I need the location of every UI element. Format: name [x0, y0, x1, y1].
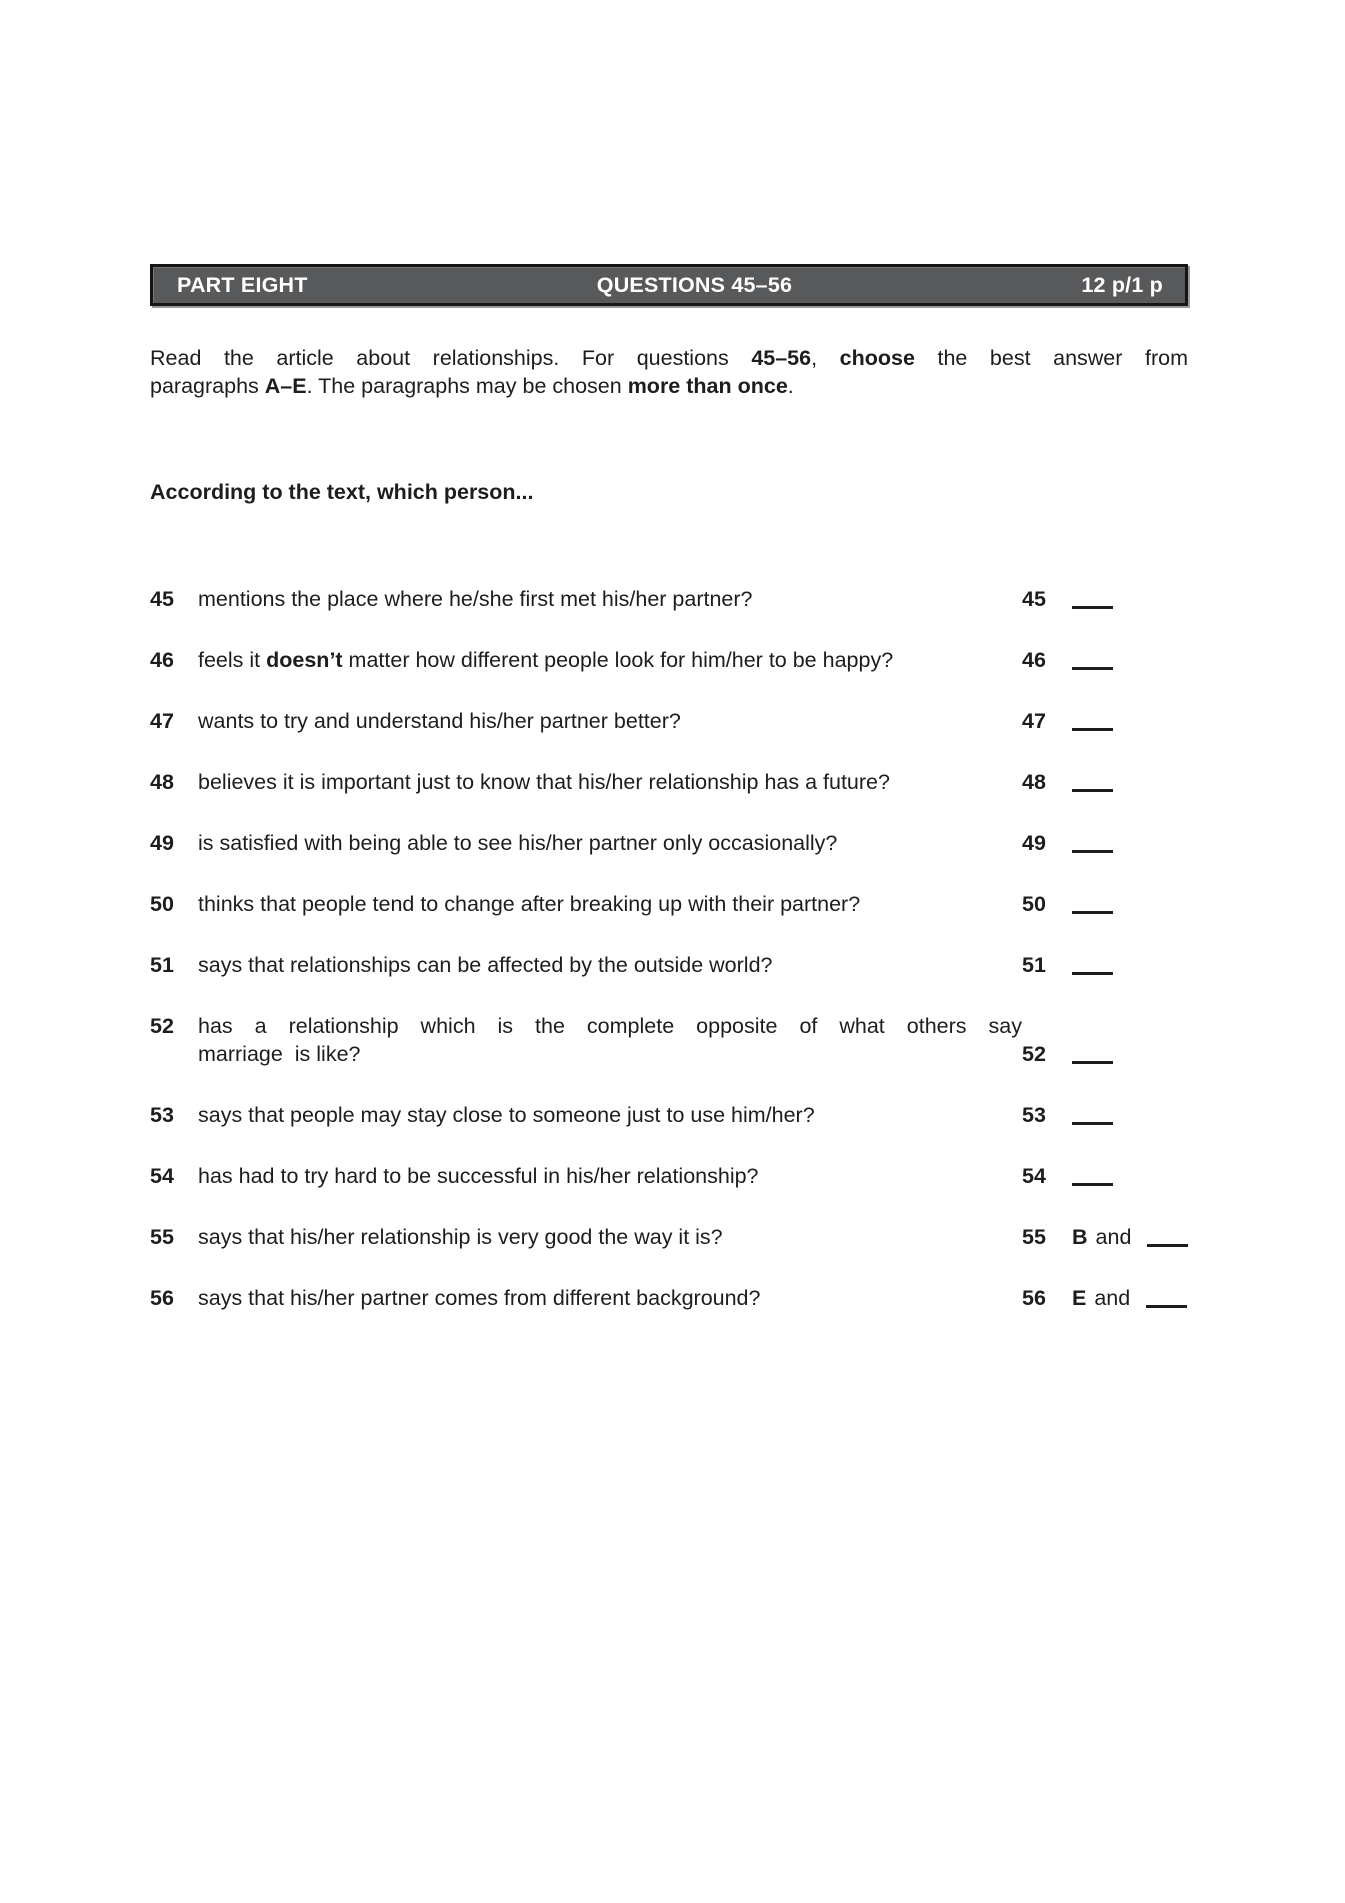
text: the best answer from — [914, 346, 1188, 370]
answer-blank — [1072, 667, 1113, 670]
text: paragraphs — [150, 374, 265, 398]
answer-blank — [1146, 1305, 1187, 1308]
question-text — [198, 768, 1022, 796]
question-number: 49 — [150, 831, 174, 855]
answer-blank — [1072, 911, 1113, 914]
bold-text: more than once — [627, 374, 788, 398]
question-text — [198, 646, 1022, 674]
question-number: 50 — [150, 892, 174, 916]
answer-prefix-word: and — [1094, 1286, 1131, 1310]
question-line — [198, 585, 1022, 613]
question-text — [198, 1101, 1022, 1129]
points-label: 12 p/1 p — [1081, 272, 1163, 297]
answer-number: 47 — [1022, 709, 1046, 733]
answer-prefix-letter: B — [1072, 1225, 1088, 1249]
question-row — [150, 1284, 1188, 1312]
answer-area — [1022, 1284, 1188, 1312]
answer-area — [1022, 1101, 1188, 1129]
question-line — [198, 890, 1022, 918]
text: . — [787, 374, 794, 398]
text: has a relationship which is the complete opposite of what others say — [198, 1014, 1022, 1038]
question-line — [198, 951, 1022, 979]
question-row — [150, 890, 1188, 918]
text: says that relationships can be affected by the outside world? — [198, 953, 773, 977]
question-line — [198, 1284, 1022, 1312]
question-number: 56 — [150, 1286, 174, 1310]
questions-list — [150, 585, 1188, 1312]
text: wants to try and understand his/her partner better? — [198, 709, 681, 733]
question-text — [198, 951, 1022, 979]
text: believes it is important just to know that his/her relationship has a future? — [198, 770, 890, 794]
instruction-line — [150, 372, 1188, 400]
answer-blank — [1072, 1061, 1113, 1064]
answer-blank — [1072, 606, 1113, 609]
question-row — [150, 951, 1188, 979]
question-row — [150, 1162, 1188, 1190]
question-number: 52 — [150, 1014, 174, 1038]
answer-blank — [1072, 789, 1113, 792]
text: matter how different people look for him/her to be happy? — [342, 648, 894, 672]
answer-number: 50 — [1022, 892, 1046, 916]
text: thinks that people tend to change after breaking up with their partner? — [198, 892, 861, 916]
text: mentions the place where he/she first met his/her partner? — [198, 587, 753, 611]
question-number: 48 — [150, 770, 174, 794]
question-line — [198, 1162, 1022, 1190]
answer-blank — [1072, 1183, 1113, 1186]
question-line — [198, 707, 1022, 735]
text: Read the article about relationships. For questions — [150, 346, 752, 370]
text: feels it — [198, 648, 267, 672]
text: . The paragraphs may be chosen — [306, 374, 628, 398]
text: says that his/her partner comes from different background? — [198, 1286, 761, 1310]
answer-number: 45 — [1022, 587, 1046, 611]
question-row — [150, 646, 1188, 674]
question-row — [150, 707, 1188, 735]
question-text — [198, 1284, 1022, 1312]
question-text — [198, 707, 1022, 735]
answer-area — [1022, 707, 1188, 735]
question-text — [198, 1223, 1022, 1251]
answer-area — [1022, 829, 1188, 857]
answer-prefix-word: and — [1095, 1225, 1132, 1249]
answer-number: 55 — [1022, 1225, 1046, 1249]
bold-text: choose — [839, 346, 915, 370]
bold-text: doesn’t — [266, 648, 343, 672]
answer-number: 53 — [1022, 1103, 1046, 1127]
text: says that people may stay close to someone just to use him/her? — [198, 1103, 815, 1127]
question-row — [150, 1101, 1188, 1129]
question-line — [198, 829, 1022, 857]
text: says that his/her relationship is very good the way it is? — [198, 1225, 723, 1249]
answer-area — [1022, 1162, 1188, 1190]
questions-range-label: QUESTIONS 45–56 — [596, 272, 793, 297]
question-row — [150, 585, 1188, 613]
answer-blank — [1072, 1122, 1113, 1125]
question-number: 51 — [150, 953, 174, 977]
answer-area — [1022, 768, 1188, 796]
answer-number: 52 — [1022, 1042, 1046, 1066]
question-line — [198, 1223, 1022, 1251]
question-number: 54 — [150, 1164, 174, 1188]
text: has had to try hard to be successful in his/her relationship? — [198, 1164, 759, 1188]
instructions — [150, 344, 1188, 400]
question-line — [198, 1040, 1022, 1068]
subheading: According to the text, which person... — [150, 480, 534, 504]
answer-blank — [1072, 850, 1113, 853]
question-number: 47 — [150, 709, 174, 733]
page-content — [150, 264, 1188, 1345]
question-row — [150, 768, 1188, 796]
section-header-bar — [150, 264, 1188, 306]
answer-number: 54 — [1022, 1164, 1046, 1188]
question-line — [198, 1012, 1022, 1040]
question-number: 46 — [150, 648, 174, 672]
answer-area — [1022, 646, 1188, 674]
text: , — [811, 346, 840, 370]
answer-blank — [1147, 1244, 1188, 1247]
question-text — [198, 585, 1022, 613]
answer-area — [1022, 585, 1188, 613]
text: marriage is like? — [198, 1042, 361, 1066]
question-line — [198, 1101, 1022, 1129]
question-row — [150, 1223, 1188, 1251]
answer-blank — [1072, 972, 1113, 975]
question-text — [198, 829, 1022, 857]
answer-area — [1022, 1040, 1188, 1068]
answer-number: 48 — [1022, 770, 1046, 794]
question-row — [150, 1012, 1188, 1068]
answer-area — [1022, 890, 1188, 918]
question-text — [198, 1162, 1022, 1190]
answer-blank — [1072, 728, 1113, 731]
answer-area — [1022, 951, 1188, 979]
answer-prefix-letter: E — [1072, 1286, 1087, 1310]
text: is satisfied with being able to see his/her partner only occasionally? — [198, 831, 838, 855]
answer-number: 46 — [1022, 648, 1046, 672]
instruction-line — [150, 344, 1188, 372]
question-number: 55 — [150, 1225, 174, 1249]
part-label: PART EIGHT — [177, 272, 308, 297]
answer-area — [1022, 1223, 1188, 1251]
question-text — [198, 1012, 1022, 1068]
question-text — [198, 890, 1022, 918]
bold-text: 45–56 — [751, 346, 812, 370]
answer-number: 49 — [1022, 831, 1046, 855]
answer-number: 51 — [1022, 953, 1046, 977]
answer-number: 56 — [1022, 1286, 1046, 1310]
question-line — [198, 768, 1022, 796]
bold-text: A–E — [264, 374, 307, 398]
question-line — [198, 646, 1022, 674]
question-number: 45 — [150, 587, 174, 611]
question-number: 53 — [150, 1103, 174, 1127]
question-row — [150, 829, 1188, 857]
